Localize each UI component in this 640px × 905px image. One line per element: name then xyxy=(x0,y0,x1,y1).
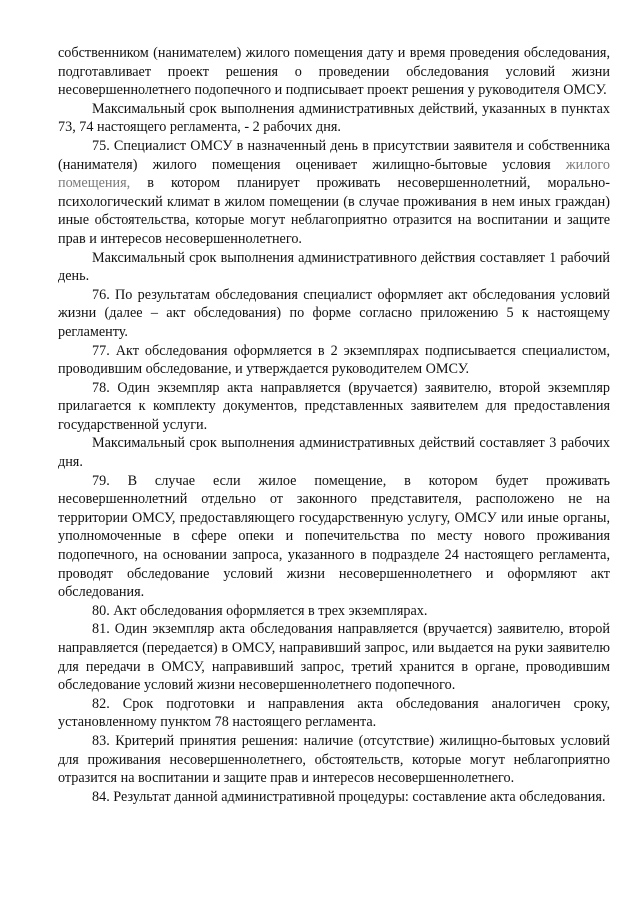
paragraph-term-78: Максимальный срок выполнения административных действий составляет 3 рабочих дня. xyxy=(58,435,610,471)
paragraph-79: 79. В случае если жилое помещение, в котором будет проживать несовершеннолетний отдельно от законного представителя, расположено не на территории ОМСУ, предоставляющего государственную услугу, ОМСУ или иные органы, уполномоченные в сфере опеки и попечительства по месту нового проживания подопечного, на основании запроса, указанного в подразделе 24 настоящего регламента, проводят обследование условий жизни несовершеннолетнего и оформляют акт обследования. xyxy=(58,472,610,601)
paragraph-75 xyxy=(58,137,610,249)
paragraph-term-73-74: Максимальный срок выполнения административных действий, указанных в пунктах 73, 74 настоящего регламента, - 2 рабочих дня. xyxy=(58,100,610,136)
paragraph-term-75: Максимальный срок выполнения административного действия составляет 1 рабочий день. xyxy=(58,249,610,285)
document-page xyxy=(58,44,610,806)
paragraph-83: 83. Критерий принятия решения: наличие (отсутствие) жилищно-бытовых условий для проживания несовершеннолетнего, обстоятельств, которые могут неблагоприятно отразится на воспитании и защите прав и интересов несовершеннолетнего. xyxy=(58,732,610,787)
paragraph-80: 80. Акт обследования оформляется в трех экземплярах. xyxy=(92,602,428,619)
paragraph-78: 78. Один экземпляр акта направляется (вручается) заявителю, второй экземпляр прилагается к комплекту документов, представленных заявителем для предоставления государственной услуги. xyxy=(58,379,610,433)
paragraph-76: 76. По результатам обследования специалист оформляет акт обследования условий жизни (далее – акт обследования) по форме согласно приложению 5 к настоящему регламенту. xyxy=(58,286,610,340)
paragraph-84: 84. Результат данной административной процедуры: составление акта обследования. xyxy=(92,788,606,805)
paragraph-75-part-b: в котором планирует проживать несовершеннолетний, морально-психологический климат в жилом помещении (в случае проживания в нем иных граждан) иные обстоятельства, которые могут неблагоприятно отразится на воспитании и защите прав и интересов несовершеннолетнего. xyxy=(58,175,610,247)
paragraph-75-part-a: 75. Специалист ОМСУ в назначенный день в присутствии заявителя и собственника (нанимателя) жилого помещения оценивает жилищно-бытовые условия xyxy=(58,137,610,173)
paragraph-81: 81. Один экземпляр акта обследования направляется (вручается) заявителю, второй направляется (передается) в ОМСУ, направивший запрос, или выдается на руки заявителю для передачи в ОМСУ, направивший запрос, третий хранится в органе, проводившим обследование условий жизни несовершеннолетнего подопечного. xyxy=(58,621,610,694)
paragraph-82: 82. Срок подготовки и направления акта обследования аналогичен сроку, установленному пунктом 78 настоящего регламента. xyxy=(58,695,610,731)
paragraph-77: 77. Акт обследования оформляется в 2 экземплярах подписывается специалистом, проводившим обследование, и утверждается руководителем ОМСУ. xyxy=(58,342,610,378)
paragraph-continuation: собственником (нанимателем) жилого помещения дату и время проведения обследования, подготавливает проект решения о проведении обследования условий жизни несовершеннолетнего подопечного и подписывает проект решения у руководителя ОМСУ. xyxy=(58,45,610,99)
paragraph-75-gray-fragment: жилого помещения, xyxy=(58,156,610,192)
